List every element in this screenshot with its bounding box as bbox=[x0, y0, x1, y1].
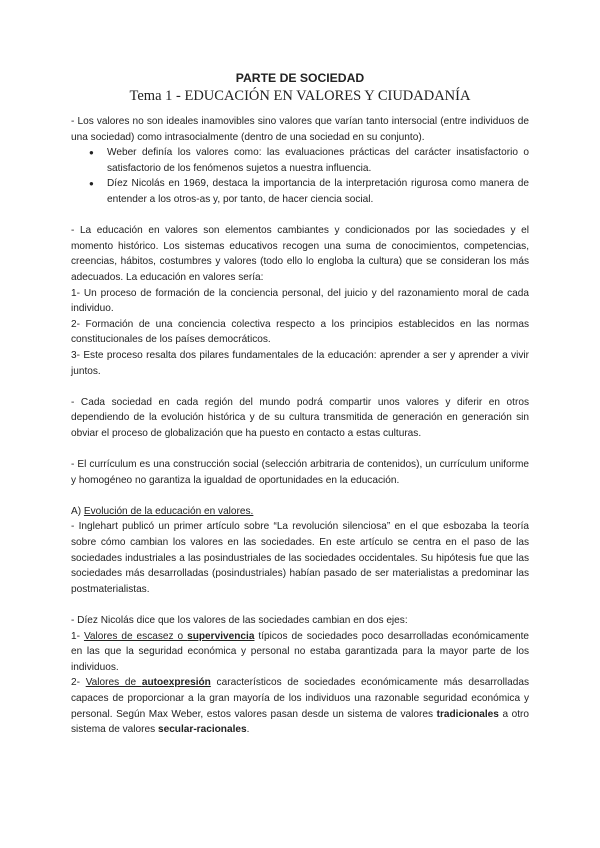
bullet-weber: ● Weber definía los valores como: las evaluaciones prácticas del carácter insatisfactorio o satisfactorio de los fenómenos sujetos a nuestra influencia. bbox=[107, 145, 529, 176]
page-title: PARTE DE SOCIEDAD bbox=[235, 71, 365, 85]
list-item: 3- Este proceso resalta dos pilares fundamentales de la educación: aprender a ser y aprender a vivir juntos. bbox=[71, 349, 529, 377]
bullet-list bbox=[71, 145, 529, 207]
list-item: 1- Un proceso de formación de la conciencia personal, del juicio y del razonamiento moral de cada individuo. bbox=[71, 287, 529, 315]
section-heading: A) Evolución de la educación en valores. bbox=[71, 505, 254, 517]
document-page bbox=[71, 70, 529, 738]
paragraph-education-values: - La educación en valores son elementos cambiantes y condicionados por las sociedades y el momento histórico. Los sistemas educativos recogen una suma de conocimientos, competencias, creencias, hábitos, costumbres y valores (todo ello lo engloba la cultura) que se consideran los más adecuados. La educación en valores sería: bbox=[71, 225, 529, 283]
section-title: Evolución de la educación en valores. bbox=[83, 505, 254, 517]
page-subtitle: Tema 1 - EDUCACIÓN EN VALORES Y CIUDADANÍA bbox=[129, 88, 471, 104]
axis-2-label: Valores de autoexpresión bbox=[85, 677, 211, 689]
paragraph-inglehart: - Inglehart publicó un primer artículo sobre “La revolución silenciosa” en el que esbozaba la teoría sobre cómo cambian los valores en las sociedades. En este artículo se centra en el paso de las sociedades industriales a las posindustriales de las sociedades occidentales. Su hipótesis fue que las sociedades más desarrolladas (posindustriales) habían pasado de ser materialistas a predominar las postmaterialistas. bbox=[71, 521, 529, 595]
paragraph-axes: - Díez Nicolás dice que los valores de las sociedades cambian en dos ejes: bbox=[71, 615, 408, 626]
axis-item-1: 1- Valores de escasez o supervivencia típicos de sociedades poco desarrolladas económicamente en las que la seguridad económica y personal no estaba garantizada para la mayor parte de los individuos. bbox=[71, 630, 529, 673]
paragraph-regions: - Cada sociedad en cada región del mundo podrá compartir unos valores y diferir en otros dependiendo de la evolución histórica y de su cultura transmitida de generación en generación sin obviar el proceso de globalización que ha puesto en contacto a estas culturas. bbox=[71, 396, 529, 439]
axis-1-label: Valores de escasez o supervivencia bbox=[83, 630, 255, 642]
bullet-diez-nicolas: ● Díez Nicolás en 1969, destaca la importancia de la interpretación rigurosa como manera de entender a los otros-as y, por tanto, de hacer ciencia social. bbox=[107, 176, 529, 207]
paragraph-values: - Los valores no son ideales inamovibles sino valores que varían tanto intersocial (entre individuos de una sociedad) como intrasocialmente (dentro de una sociedad en su conjunto). bbox=[71, 116, 529, 143]
list-item: 2- Formación de una conciencia colectiva respecto a los principios establecidos en las normas constitucionales de los países democráticos. bbox=[71, 318, 529, 346]
axis-item-2: 2- Valores de autoexpresión característicos de sociedades económicamente más desarrolladas capaces de proporcionar a la gran mayoría de los individuos una razonable seguridad económica y personal. Según Max Weber, estos valores pasan desde un sistema de valores tradicionales a otro sistema de valores secular-racionales. bbox=[71, 677, 530, 736]
paragraph-curriculum: - El currículum es una construcción social (selección arbitraria de contenidos), un currículum uniforme y homogéneo no garantiza la igualdad de oportunidades en la educación. bbox=[71, 459, 529, 486]
